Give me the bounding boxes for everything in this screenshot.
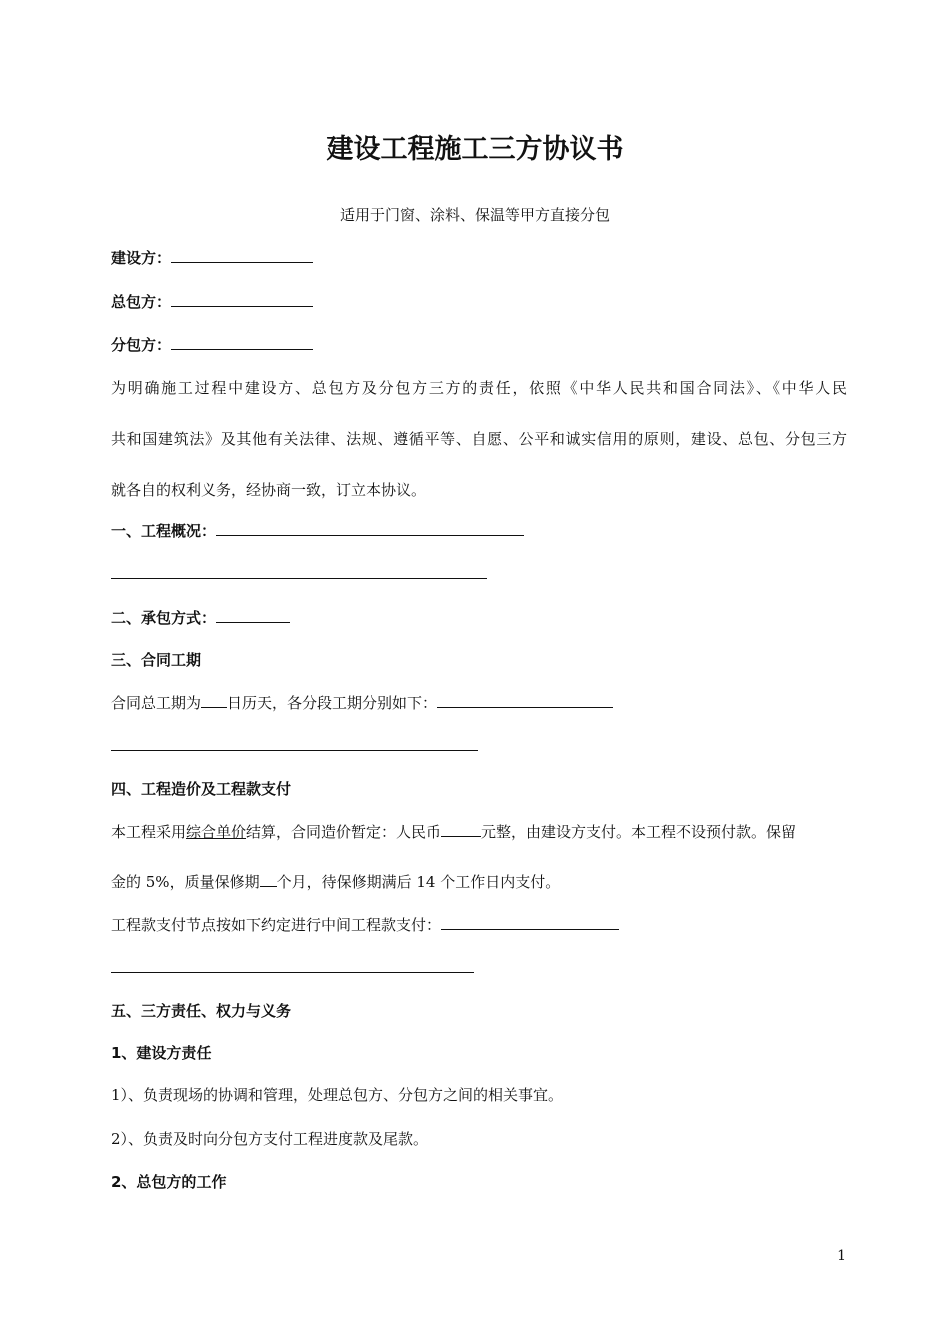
section-3-text-a: 合同总工期为 <box>111 694 202 712</box>
section-3-text-line <box>111 692 613 713</box>
total-days-blank[interactable] <box>201 692 227 708</box>
section-3-text-b: 日历天，各分段工期分别如下： <box>227 694 438 712</box>
warranty-months-blank[interactable] <box>260 871 277 887</box>
section-2-blank[interactable] <box>216 607 290 623</box>
section-4-p1-b: 结算，合同造价暂定：人民币 <box>246 823 442 841</box>
phase-schedule-blank-continued[interactable] <box>111 750 478 751</box>
subcontractor-label: 分包方： <box>111 336 172 354</box>
section-4-p2-a: 金的 5%，质量保修期 <box>111 873 260 891</box>
section-4-heading: 四、工程造价及工程款支付 <box>111 780 292 798</box>
section-4-p1-a: 本工程采用 <box>111 823 187 841</box>
owner-responsibility-item-2: 2）、负责及时向分包方支付工程进度款及尾款。 <box>111 1130 429 1148</box>
section-4-paragraph-3 <box>111 914 619 935</box>
owner-party-blank[interactable] <box>171 247 313 263</box>
document-title: 建设工程施工三方协议书 <box>326 134 624 165</box>
section-4-p3: 工程款支付节点按如下约定进行中间工程款支付： <box>111 916 442 934</box>
general-contractor-blank[interactable] <box>171 291 313 307</box>
subcontractor-blank[interactable] <box>171 334 313 350</box>
owner-party-line <box>111 247 313 268</box>
intro-line-3: 就各自的权利义务，经协商一致，订立本协议。 <box>111 481 427 499</box>
unit-price-term: 综合单价 <box>186 823 247 841</box>
section-1-blank[interactable] <box>216 520 524 536</box>
section-1-line <box>111 520 524 541</box>
subcontractor-line <box>111 334 313 355</box>
phase-schedule-blank[interactable] <box>437 692 613 708</box>
owner-responsibility-item-1: 1）、负责现场的协调和管理，处理总包方、分包方之间的相关事宜。 <box>111 1086 564 1104</box>
document-subtitle: 适用于门窗、涂料、保温等甲方直接分包 <box>339 206 610 224</box>
section-4-p1-c: 元整，由建设方支付。本工程不设预付款。保留 <box>481 823 797 841</box>
section-2-heading: 二、承包方式： <box>111 609 217 627</box>
general-contractor-label: 总包方： <box>111 293 172 311</box>
intro-line-1: 为明确施工过程中建设方、总包方及分包方三方的责任，依照《中华人民共和国合同法》、《中华人民 <box>111 379 847 397</box>
section-4-paragraph-2 <box>111 871 560 892</box>
section-5-heading: 五、三方责任、权力与义务 <box>111 1002 292 1020</box>
section-4-paragraph-1 <box>111 821 847 842</box>
payment-milestones-blank-continued[interactable] <box>111 972 474 973</box>
section-2-line <box>111 607 290 628</box>
owner-party-label: 建设方： <box>111 249 172 267</box>
section-4-p2-b: 个月，待保修期满后 14 个工作日内支付。 <box>276 873 561 891</box>
general-contractor-line <box>111 291 313 312</box>
general-contractor-work-heading: 2、总包方的工作 <box>111 1173 227 1191</box>
page-number: 1 <box>837 1248 846 1264</box>
section-1-heading: 一、工程概况： <box>111 522 217 540</box>
section-1-blank-continued[interactable] <box>111 578 487 579</box>
contract-amount-blank[interactable] <box>441 821 481 837</box>
payment-milestones-blank[interactable] <box>441 914 619 930</box>
intro-line-2: 共和国建筑法》及其他有关法律、法规、遵循平等、自愿、公平和诚实信用的原则，建设、总包、分包三方 <box>111 430 847 448</box>
section-3-heading: 三、合同工期 <box>111 651 202 669</box>
owner-responsibility-heading: 1、建设方责任 <box>111 1044 212 1062</box>
